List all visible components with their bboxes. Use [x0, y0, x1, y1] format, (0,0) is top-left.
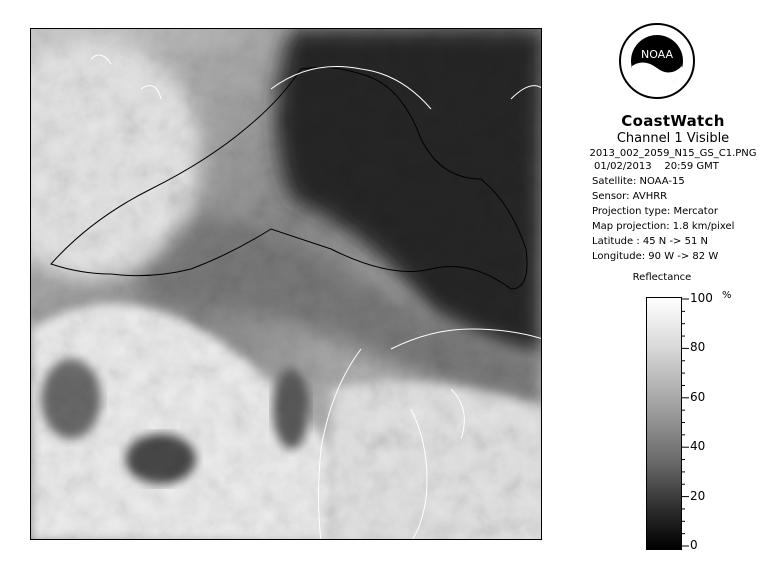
colorbar-tick-label: 0 [690, 538, 698, 552]
colorbar-ticks [681, 297, 691, 553]
legend-unit: % [722, 290, 732, 301]
map-projection: Map projection: 1.8 km/pixel [592, 221, 735, 232]
sensor-name: Sensor: AVHRR [592, 191, 668, 202]
legend-title: Reflectance [632, 272, 692, 283]
longitude-range: Longitude: 90 W -> 82 W [592, 251, 719, 262]
projection-type: Projection type: Mercator [592, 206, 718, 217]
logo-text: NOAA [640, 48, 674, 61]
image-texture [31, 29, 542, 540]
date-time [594, 159, 780, 174]
satellite-image [30, 28, 542, 540]
satellite-name: Satellite: NOAA-15 [592, 176, 685, 187]
info-panel [566, 112, 780, 264]
image-date: 01/02/2013 [594, 161, 652, 172]
colorbar-tick-label: 20 [690, 488, 706, 503]
image-filename: 2013_002_2059_N15_GS_C1.PNG [589, 148, 757, 159]
reflectance-colorbar [646, 297, 682, 550]
product-title: CoastWatch [621, 112, 725, 130]
colorbar-tick-label: 80 [690, 340, 706, 355]
product-subtitle: Channel 1 Visible [616, 131, 730, 146]
colorbar-tick-label: 60 [690, 389, 706, 404]
noaa-logo-icon [618, 22, 696, 100]
satellite-image-canvas [31, 29, 542, 540]
colorbar-tick-label: 40 [690, 439, 706, 454]
image-time: 20:59 GMT [664, 161, 719, 172]
colorbar-tick-label: 100 [690, 291, 713, 305]
latitude-range: Latitude : 45 N -> 51 N [592, 236, 708, 247]
